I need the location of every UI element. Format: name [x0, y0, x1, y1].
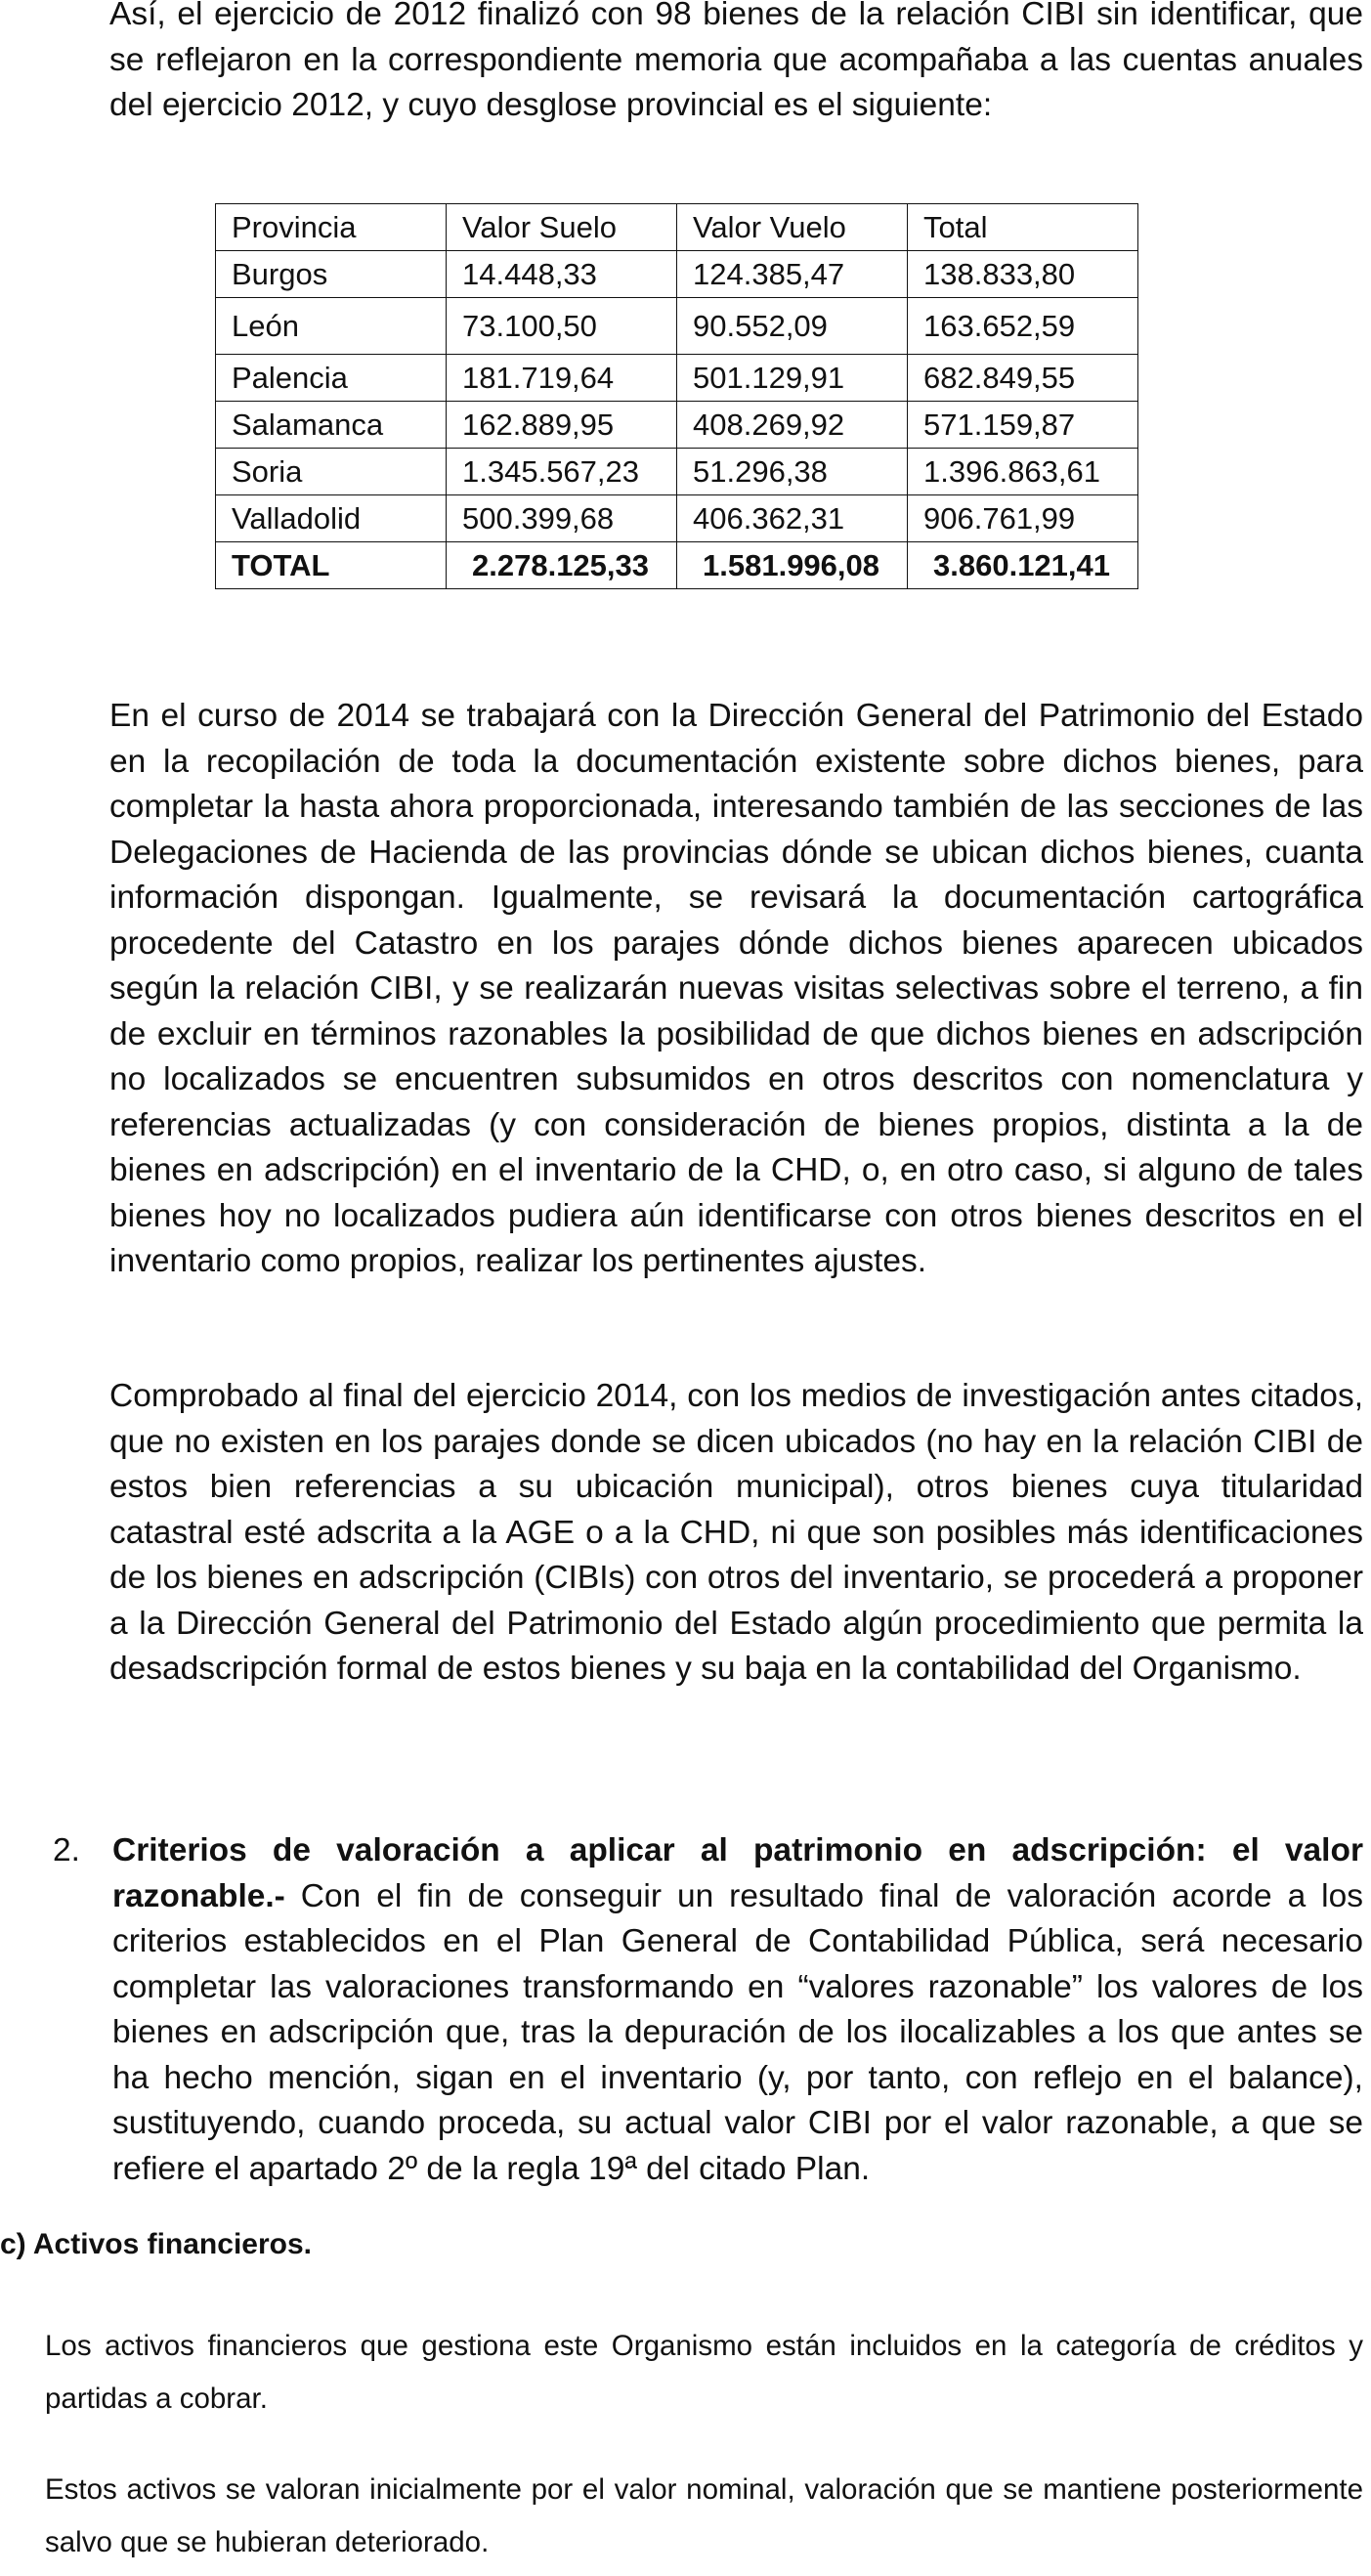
table-cell: Soria: [216, 449, 447, 495]
table-cell: Palencia: [216, 355, 447, 402]
section-heading: c) Activos financieros.: [0, 2228, 312, 2260]
table-cell: Burgos: [216, 251, 447, 298]
table-cell: 406.362,31: [677, 495, 908, 542]
table-cell: 90.552,09: [677, 298, 908, 355]
table-cell: León: [216, 298, 447, 355]
list-item-valuation-criteria: [112, 1828, 1363, 2192]
table-header-cell: Total: [908, 204, 1138, 251]
table-cell: 501.129,91: [677, 355, 908, 402]
table-cell: 163.652,59: [908, 298, 1138, 355]
list-item-title: Criterios de valoración a aplicar al patrimonio en adscripción: el valor razonable.-: [112, 1832, 1363, 1914]
paragraph-activos-1: Los activos financieros que gestiona este Organismo están incluidos en la categoría de créditos y partidas a cobrar.: [45, 2330, 1363, 2415]
table-cell: 14.448,33: [447, 251, 677, 298]
table-row: [216, 402, 1138, 449]
list-item-text: Con el fin de conseguir un resultado final de valoración acorde a los criterios establecidos en el Plan General de Contabilidad Pública, será necesario completar las valoraciones transformando en “valores razonable” los valores de los bienes en adscripción que, tras la depuración de los ilocalizables a los que antes se ha hecho mención, sigan en el inventario (y, por tanto, con reflejo en el balance), sustituyendo, cuando proceda, su actual valor CIBI por el valor razonable, a que se refiere el apartado 2º de la regla 19ª del citado Plan.: [112, 1877, 1363, 2187]
table-total-cell: 2.278.125,33: [447, 542, 677, 589]
table-total-label: TOTAL: [216, 542, 447, 589]
table-header-cell: Provincia: [216, 204, 447, 251]
table-cell: 1.345.567,23: [447, 449, 677, 495]
table-cell: 906.761,99: [908, 495, 1138, 542]
table-cell: 682.849,55: [908, 355, 1138, 402]
paragraph-final-2014: Comprobado al final del ejercicio 2014, con los medios de investigación antes citados, que no existen en los parajes donde se dicen ubicados (no hay en la relación CIBI de estos bien referencias a su ubicación municipal), otros bienes cuya titularidad catastral esté adscrita a la AGE o a la CHD, ni que son posibles más identificaciones de los bienes en adscripción (CIBIs) con otros del inventario, se procederá a proponer a la Dirección General del Patrimonio del Estado algún procedimiento que permita la desadscripción formal de estos bienes y su baja en la contabilidad del Organismo.: [109, 1378, 1363, 1687]
table-row: [216, 251, 1138, 298]
table-row: [216, 495, 1138, 542]
table-row: [216, 449, 1138, 495]
table-total-cell: 1.581.996,08: [677, 542, 908, 589]
table-cell: 500.399,68: [447, 495, 677, 542]
table-cell: Salamanca: [216, 402, 447, 449]
table-row: [216, 298, 1138, 355]
table-header-cell: Valor Vuelo: [677, 204, 908, 251]
table-cell: 73.100,50: [447, 298, 677, 355]
table-cell: 1.396.863,61: [908, 449, 1138, 495]
table-row: [216, 355, 1138, 402]
table-total-row: [216, 542, 1138, 589]
table-cell: 124.385,47: [677, 251, 908, 298]
table-total-cell: 3.860.121,41: [908, 542, 1138, 589]
provincial-breakdown-table: [215, 203, 1138, 589]
table-cell: 162.889,95: [447, 402, 677, 449]
table-cell: 181.719,64: [447, 355, 677, 402]
list-item-number: 2.: [53, 1832, 80, 1868]
paragraph-activos-2: Estos activos se valoran inicialmente por el valor nominal, valoración que se mantiene posteriormente salvo que se hubieran deteriorado.: [45, 2473, 1363, 2558]
table-header-row: [216, 204, 1138, 251]
table-header-cell: Valor Suelo: [447, 204, 677, 251]
table-cell: Valladolid: [216, 495, 447, 542]
paragraph-2014: En el curso de 2014 se trabajará con la Dirección General del Patrimonio del Estado en la recopilación de toda la documentación existente sobre dichos bienes, para completar la hasta ahora proporcionada, interesando también de las secciones de las Delegaciones de Hacienda de las provincias dónde se ubican dichos bienes, cuanta información dispongan. Igualmente, se revisará la documentación cartográfica procedente del Catastro en los parajes dónde dichos bienes aparecen ubicados según la relación CIBI, y se realizarán nuevas visitas selectivas sobre el terreno, a fin de excluir en términos razonables la posibilidad de que dichos bienes en adscripción no localizados se encuentren subsumidos en otros descritos con nomenclatura y referencias actualizadas (y con consideración de bienes propios, distinta a la de bienes en adscripción) en el inventario de la CHD, o, en otro caso, si alguno de tales bienes hoy no localizados pudiera aún identificarse con otros bienes descritos en el inventario como propios, realizar los pertinentes ajustes.: [109, 698, 1363, 1279]
table-cell: 571.159,87: [908, 402, 1138, 449]
table-cell: 51.296,38: [677, 449, 908, 495]
table-cell: 138.833,80: [908, 251, 1138, 298]
table-cell: 408.269,92: [677, 402, 908, 449]
intro-paragraph: Así, el ejercicio de 2012 finalizó con 98 bienes de la relación CIBI sin identificar, que se reflejaron en la correspondiente memoria que acompañaba a las cuentas anuales del ejercicio 2012, y cuyo desglose provincial es el siguiente:: [109, 0, 1363, 123]
